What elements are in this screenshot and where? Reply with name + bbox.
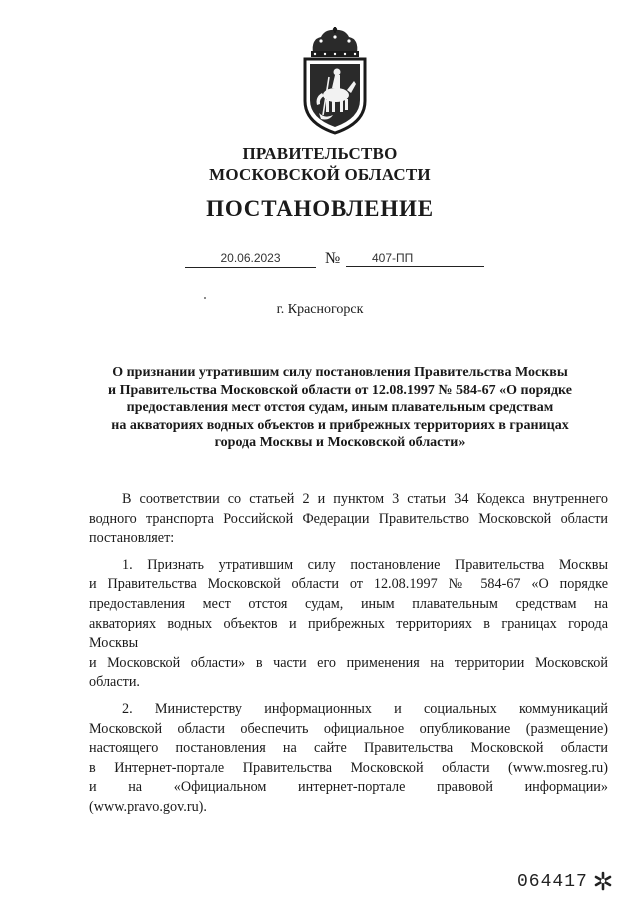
body-line: 2. Министерству информационных и социальных коммуникаций bbox=[122, 700, 608, 717]
body-line: настоящего постановления на сайте Правительства Московской области bbox=[89, 740, 608, 757]
authority-line-2: МОСКОВСКОЙ ОБЛАСТИ bbox=[209, 165, 431, 184]
resolution-body bbox=[89, 490, 608, 818]
body-line: В соответствии со статьей 2 и пунктом 3 статьи 34 Кодекса внутреннего bbox=[122, 491, 608, 507]
document-date: 20.06.2023 bbox=[185, 250, 316, 268]
resolution-heading bbox=[70, 364, 610, 452]
authority-line-1: ПРАВИТЕЛЬСТВО bbox=[242, 144, 398, 163]
item-1-paragraph bbox=[89, 556, 608, 693]
body-line: в Интернет-портале Правительства Московской области (www.mosreg.ru) bbox=[89, 759, 608, 776]
coat-of-arms-icon bbox=[299, 27, 371, 135]
scan-speck bbox=[204, 297, 206, 299]
preamble-paragraph bbox=[89, 490, 608, 549]
body-line: водного транспорта Российской Федерации Правительство Московской области bbox=[89, 510, 608, 527]
body-line: и Правительства Московской области от 12.08.1997 № 584-67 «О порядке bbox=[89, 576, 608, 593]
body-line: Московской области обеспечить официальное опубликование (размещение) bbox=[89, 720, 608, 737]
heading-line: предоставления мест отстоя судам, иным плавательным средствам bbox=[126, 400, 554, 415]
body-line: (www.pravo.gov.ru). bbox=[89, 798, 207, 815]
item-2-paragraph bbox=[89, 700, 608, 818]
body-line: предоставления мест отстоя судам, иным плавательным средствам на bbox=[89, 595, 608, 612]
heading-line: и Правительства Московской области от 12.08.1997 № 584-67 «О порядке bbox=[108, 382, 572, 398]
body-line: 1. Признать утратившим силу постановление Правительства Москвы bbox=[122, 556, 608, 573]
document-number: 407-ПП bbox=[346, 250, 484, 267]
serial-number-stamp: 064417 bbox=[517, 872, 588, 892]
body-line: акваториях водных объектов и прибрежных территориях в границах города bbox=[89, 615, 608, 632]
body-line: и на «Официальном интернет-портале правовой информации» bbox=[89, 779, 608, 796]
document-type-title: ПОСТАНОВЛЕНИЕ bbox=[206, 196, 434, 221]
heading-line: на акваториях водных объектов и прибрежных территориях в границах bbox=[111, 417, 569, 433]
heading-line: города Москвы и Московской области» bbox=[214, 435, 466, 450]
place-of-issue: г. Красногорск bbox=[276, 302, 364, 317]
asterisk-stamp-icon bbox=[592, 870, 614, 892]
body-line: постановляет: bbox=[89, 530, 175, 547]
authority-name bbox=[0, 143, 640, 185]
heading-line: О признании утратившим силу постановления Правительства Москвы bbox=[112, 365, 568, 380]
body-line: и Московской области» в части его применения на территории Московской bbox=[89, 654, 608, 671]
body-line: области. bbox=[89, 674, 140, 691]
crown-icon bbox=[311, 27, 359, 57]
number-label: № bbox=[325, 250, 341, 267]
body-line: Москвы bbox=[89, 635, 139, 652]
